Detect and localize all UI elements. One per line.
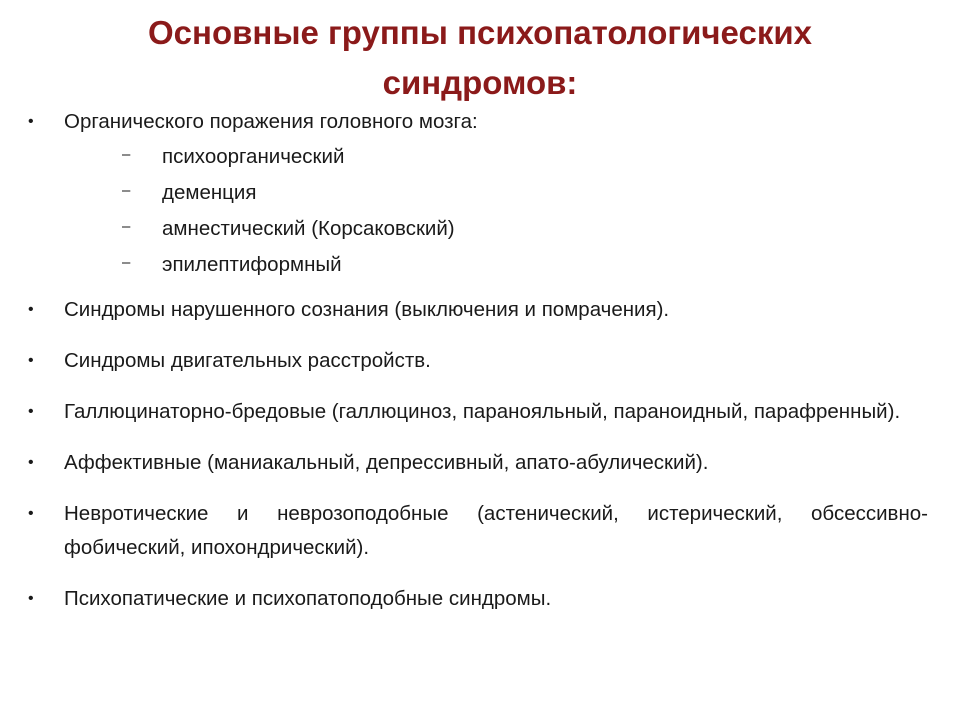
bullet-item-hallucinatory: [28, 395, 928, 429]
bullet-text: Психопатические и психопатоподобные синдромы.: [64, 587, 552, 610]
bullet-icon: •: [28, 113, 34, 130]
bullet-text: Синдромы нарушенного сознания (выключения и помрачения).: [64, 298, 670, 321]
sub-item-text: психоорганический: [162, 145, 345, 168]
dash-icon: –: [122, 218, 131, 235]
dash-icon: –: [122, 182, 131, 199]
slide-title: Основные группы психопатологических синдромов:: [148, 14, 812, 101]
bullet-item-neurotic: [28, 497, 928, 565]
bullet-icon: •: [28, 301, 34, 318]
bullet-text: Синдромы двигательных расстройств.: [64, 349, 431, 372]
bullet-item-organic: [28, 105, 928, 139]
sub-item: [122, 139, 928, 175]
sub-item: [122, 175, 928, 211]
sub-item-text: эпилептиформный: [162, 253, 342, 276]
bullet-item-consciousness: [28, 293, 928, 327]
sub-item-text: деменция: [162, 181, 257, 204]
dash-icon: –: [122, 254, 131, 271]
bullet-text: Галлюцинаторно-бредовые (галлюциноз, паранояльный, параноидный, парафренный).: [64, 400, 901, 423]
bullet-item-motor: [28, 344, 928, 378]
bullet-icon: •: [28, 590, 34, 607]
bullet-text: Аффективные (маниакальный, депрессивный, апато-абулический).: [64, 451, 709, 474]
sub-item-text: амнестический (Корсаковский): [162, 217, 455, 240]
bullet-item-psychopathic: [28, 582, 928, 616]
dash-icon: –: [122, 146, 131, 163]
bullet-item-affective: [28, 446, 928, 480]
bullet-icon: •: [28, 403, 34, 420]
bullet-list: [28, 105, 928, 616]
organic-sublist: [122, 139, 928, 283]
bullet-icon: •: [28, 352, 34, 369]
sub-item: [122, 211, 928, 247]
bullet-text: Органического поражения головного мозга:: [64, 110, 478, 133]
bullet-icon: •: [28, 505, 34, 522]
bullet-icon: •: [28, 454, 34, 471]
bullet-text: Невротические и неврозоподобные (астенический, истерический, обсессивно-фобический, ипохондрический).: [64, 502, 928, 559]
sub-item: [122, 247, 928, 283]
